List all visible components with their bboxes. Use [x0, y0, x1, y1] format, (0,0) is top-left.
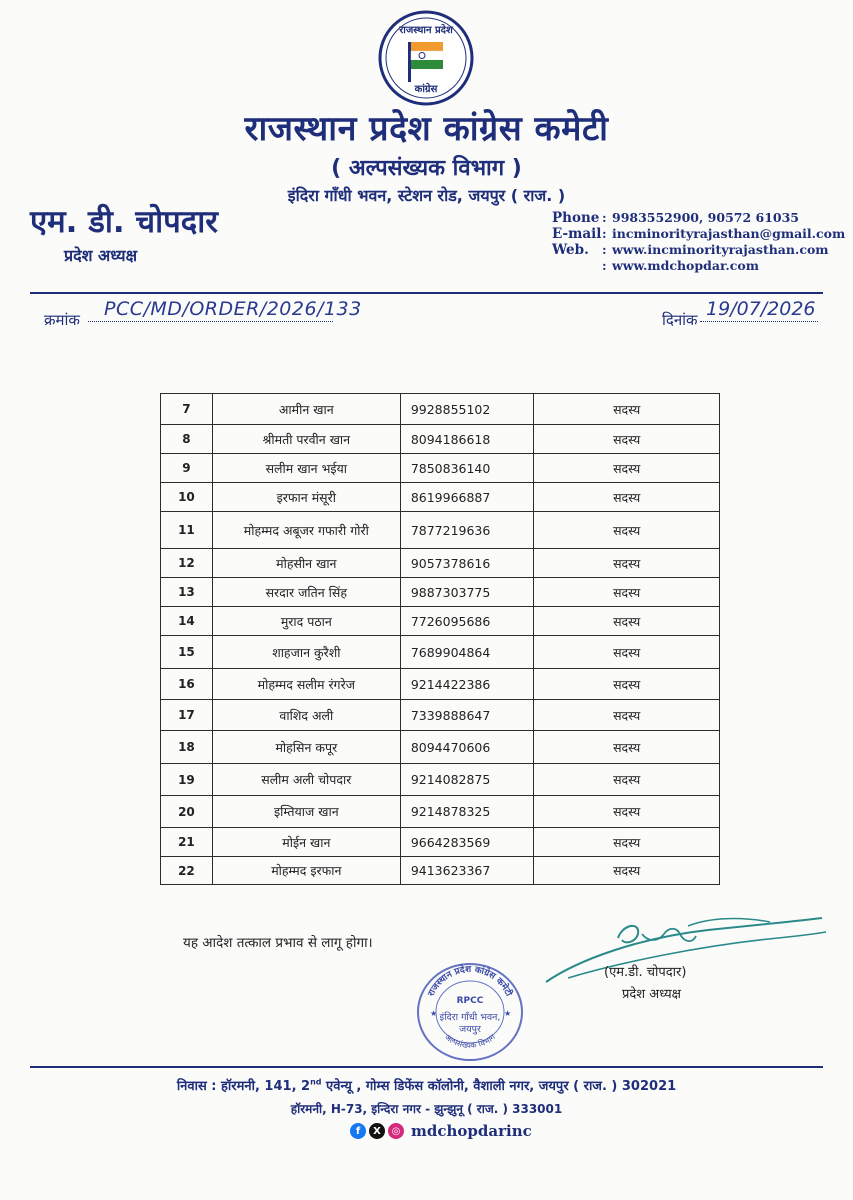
member-name: मोहसीन खान — [212, 549, 400, 578]
web-label: Web. — [552, 242, 589, 258]
secondary-address: हॉरमनी, H-73, इन्दिरा नगर - झुन्झुनू ( राज. ) 333001 — [290, 1102, 563, 1116]
phone-numbers: 9983552900, 90572 61035 — [612, 210, 800, 225]
seal-ring-text: राजस्थान प्रदेश कांग्रेस कमेटी — [426, 964, 514, 999]
president-name: एम. डी. चोपदार — [30, 204, 218, 240]
member-role: सदस्य — [534, 700, 720, 731]
member-name: शाहजान कुरैशी — [212, 636, 400, 669]
signatory-name: (एम.डी. चोपदार) — [604, 965, 687, 980]
member-phone: 9214082875 — [400, 764, 534, 796]
date-value: 19/07/2026 — [706, 298, 816, 320]
date-dotted-line — [700, 321, 818, 322]
x-icon[interactable]: X — [369, 1123, 385, 1139]
member-phone: 9057378616 — [400, 549, 534, 578]
member-role: सदस्य — [534, 828, 720, 857]
member-role: सदस्य — [534, 796, 720, 828]
member-name: मोहम्मद सलीम रंगरेज — [212, 669, 400, 700]
social-links — [350, 1120, 532, 1142]
member-name: मोहसिन कपूर — [212, 731, 400, 764]
website-2[interactable]: www.mdchopdar.com — [612, 258, 759, 273]
member-name: मोईन खान — [212, 828, 400, 857]
table-row — [161, 857, 720, 885]
seal-line-1: इंदिरा गाँधी भवन, — [439, 1012, 501, 1023]
organization-name: राजस्थान प्रदेश कांग्रेस कमेटी — [244, 109, 609, 149]
date-label: दिनांक — [662, 311, 698, 329]
svg-text:★: ★ — [430, 1009, 438, 1018]
member-phone: 7877219636 — [400, 512, 534, 549]
serial-number: 9 — [161, 454, 213, 483]
member-role: सदस्य — [534, 512, 720, 549]
member-name: सलीम अली चोपदार — [212, 764, 400, 796]
table-row — [161, 607, 720, 636]
member-phone: 7689904864 — [400, 636, 534, 669]
serial-number: 8 — [161, 425, 213, 454]
member-phone: 8619966887 — [400, 483, 534, 512]
congress-logo — [366, 8, 486, 112]
member-phone: 7850836140 — [400, 454, 534, 483]
member-name: मोहम्मद अबूजर गफारी गोरी — [212, 512, 400, 549]
member-phone: 9664283569 — [400, 828, 534, 857]
header-divider — [30, 292, 823, 294]
member-role: सदस्य — [534, 394, 720, 425]
signatory-title: प्रदेश अध्यक्ष — [622, 987, 681, 1002]
residence-address-part2: एवेन्यू , गोम्स डिफेंस कॉलोनी, वैशाली नगर, जयपुर ( राज. ) 302021 — [321, 1079, 677, 1094]
contact-block — [552, 210, 845, 274]
facebook-icon[interactable]: f — [350, 1123, 366, 1139]
serial-number: 14 — [161, 607, 213, 636]
serial-number: 13 — [161, 578, 213, 607]
serial-number: 7 — [161, 394, 213, 425]
serial-number: 18 — [161, 731, 213, 764]
member-role: सदस्य — [534, 764, 720, 796]
member-phone: 9887303775 — [400, 578, 534, 607]
member-table — [160, 393, 720, 885]
member-phone: 9214422386 — [400, 669, 534, 700]
footer-divider — [30, 1066, 823, 1068]
reference-number: PCC/MD/ORDER/2026/133 — [104, 298, 362, 320]
residence-address — [0, 1076, 853, 1094]
member-phone: 7726095686 — [400, 607, 534, 636]
serial-number: 19 — [161, 764, 213, 796]
phone-label: Phone — [552, 210, 600, 226]
residence-address-sup: nd — [310, 1077, 322, 1087]
table-row — [161, 394, 720, 425]
website-1[interactable]: www.incminorityrajasthan.com — [612, 242, 829, 257]
member-role: सदस्य — [534, 857, 720, 885]
member-name: सलीम खान भईया — [212, 454, 400, 483]
serial-number: 22 — [161, 857, 213, 885]
serial-number: 12 — [161, 549, 213, 578]
member-phone: 8094186618 — [400, 425, 534, 454]
instagram-icon[interactable]: ◎ — [388, 1123, 404, 1139]
web-row-2: : www.mdchopdar.com — [602, 258, 759, 273]
member-role: सदस्य — [534, 549, 720, 578]
serial-number: 15 — [161, 636, 213, 669]
serial-number: 21 — [161, 828, 213, 857]
member-name: मुराद पठान — [212, 607, 400, 636]
member-name: श्रीमती परवीन खान — [212, 425, 400, 454]
order-note: यह आदेश तत्काल प्रभाव से लागू होगा। — [183, 935, 373, 951]
member-role: सदस्य — [534, 669, 720, 700]
serial-number: 11 — [161, 512, 213, 549]
member-phone: 9214878325 — [400, 796, 534, 828]
email-address[interactable]: incminorityrajasthan@gmail.com — [612, 226, 846, 241]
web-row: Web. : www.incminorityrajasthan.com — [552, 242, 829, 258]
member-role: सदस्य — [534, 636, 720, 669]
email-row: E-mail : incminorityrajasthan@gmail.com — [552, 226, 846, 242]
department-name: ( अल्पसंख्यक विभाग ) — [331, 156, 522, 181]
serial-number: 16 — [161, 669, 213, 700]
phone-row: Phone : 9983552900, 90572 61035 — [552, 210, 800, 226]
reference-dotted-line — [88, 321, 333, 322]
member-role: सदस्य — [534, 578, 720, 607]
table-row — [161, 483, 720, 512]
member-name: सरदार जतिन सिंह — [212, 578, 400, 607]
reference-label: क्रमांक — [44, 311, 80, 329]
member-name: आमीन खान — [212, 394, 400, 425]
serial-number: 10 — [161, 483, 213, 512]
member-role: सदस्य — [534, 425, 720, 454]
member-role: सदस्य — [534, 483, 720, 512]
social-handle[interactable]: mdchopdarinc — [411, 1122, 532, 1140]
member-phone: 9928855102 — [400, 394, 534, 425]
member-name: मोहम्मद इरफान — [212, 857, 400, 885]
table-row — [161, 700, 720, 731]
seal-bottom-text: अल्पसंख्यक विभाग — [442, 1032, 498, 1050]
member-name: इरफान मंसूरी — [212, 483, 400, 512]
serial-number: 20 — [161, 796, 213, 828]
table-row — [161, 578, 720, 607]
office-address: इंदिरा गाँधी भवन, स्टेशन रोड, जयपुर ( राज. ) — [287, 186, 566, 205]
logo-text-top: राजस्थान प्रदेश — [399, 25, 453, 36]
table-row — [161, 764, 720, 796]
table-row — [161, 549, 720, 578]
table-row — [161, 796, 720, 828]
logo-text-bottom: कांग्रेस — [414, 84, 438, 95]
member-phone: 7339888647 — [400, 700, 534, 731]
table-row — [161, 669, 720, 700]
residence-address-part1: निवास : हॉरमनी, 141, 2 — [176, 1079, 311, 1094]
member-name: वाशिद अली — [212, 700, 400, 731]
member-role: सदस्य — [534, 607, 720, 636]
member-phone: 8094470606 — [400, 731, 534, 764]
svg-text:★: ★ — [504, 1009, 512, 1018]
member-role: सदस्य — [534, 454, 720, 483]
table-row — [161, 512, 720, 549]
member-name: इम्तियाज खान — [212, 796, 400, 828]
seal-center-text — [430, 1012, 510, 1036]
email-label: E-mail — [552, 226, 602, 242]
table-row — [161, 425, 720, 454]
president-title: प्रदेश अध्यक्ष — [64, 246, 138, 265]
serial-number: 17 — [161, 700, 213, 731]
member-role: सदस्य — [534, 731, 720, 764]
table-row — [161, 731, 720, 764]
seal-line-2: जयपुर — [459, 1024, 481, 1035]
table-row — [161, 636, 720, 669]
member-phone: 9413623367 — [400, 857, 534, 885]
seal-center-top: RPCC — [456, 996, 484, 1006]
table-row — [161, 454, 720, 483]
table-row — [161, 828, 720, 857]
